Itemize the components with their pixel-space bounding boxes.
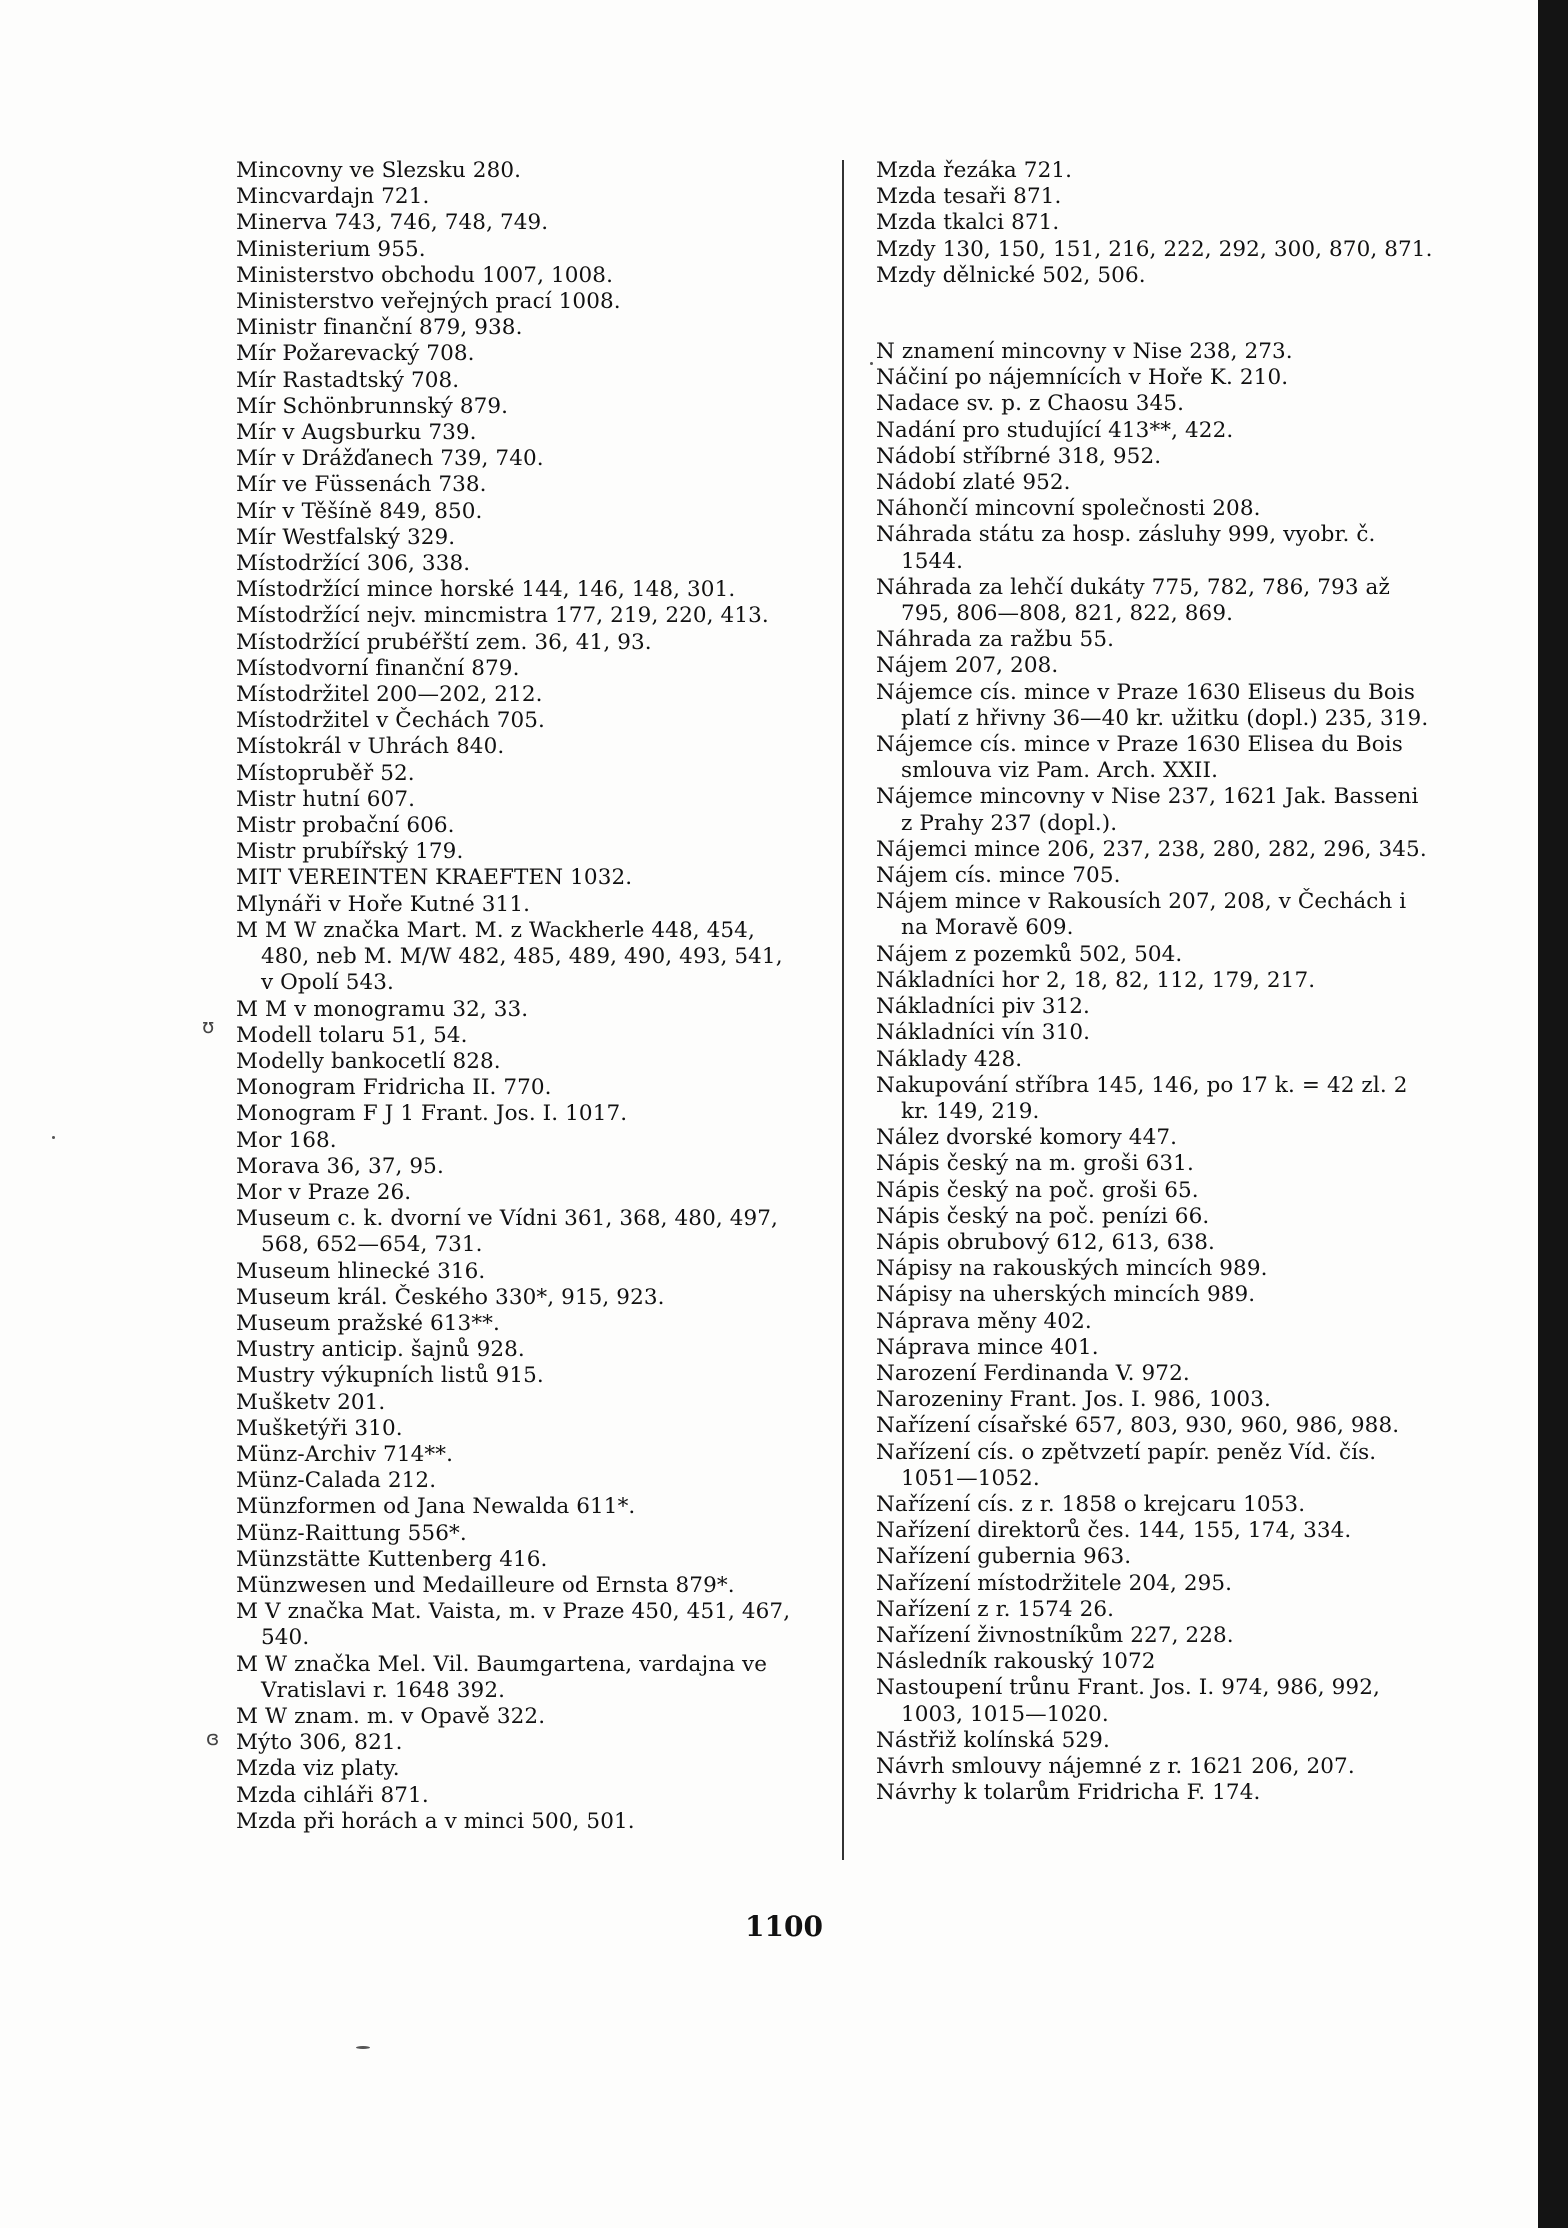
- index-entry: Mlynáři v Hoře Kutné 311.: [236, 891, 531, 917]
- index-entry: Mzdy 130, 150, 151, 216, 222, 292, 300, 870, 871.: [876, 236, 1433, 262]
- index-entry: Minerva 743, 746, 748, 749.: [236, 210, 549, 236]
- index-entry: Nález dvorské komory 447.: [876, 1125, 1178, 1151]
- index-entry: Mistr probační 606.: [236, 813, 455, 839]
- index-entry: Nařízení místodržitele 204, 295.: [876, 1570, 1233, 1596]
- index-entry: Mír v Těšíně 849, 850.: [236, 498, 483, 524]
- index-entry: Místodržitel v Čechách 705.: [236, 708, 545, 734]
- index-entry: Museum c. k. dvorní ve Vídni 361, 368, 480, 497, 568, 652—654, 731.: [236, 1206, 778, 1258]
- index-entry: Mír Westfalský 329.: [236, 524, 456, 550]
- index-entry: Místokrál v Uhrách 840.: [236, 734, 505, 760]
- scan-edge: [1538, 0, 1568, 2228]
- index-entry: Náhončí mincovní společnosti 208.: [876, 496, 1261, 522]
- index-entry: Nařízení císařské 657, 803, 930, 960, 986, 988.: [876, 1413, 1400, 1439]
- index-entry: Mzda viz platy.: [236, 1756, 400, 1782]
- index-entry: Münz-Archiv 714**.: [236, 1441, 454, 1467]
- column-divider: [842, 160, 844, 1860]
- index-entry: Mzdy dělnické 502, 506.: [876, 262, 1146, 288]
- section-gap: [876, 289, 1436, 339]
- index-entry: Místodržící prubéřští zem. 36, 41, 93.: [236, 629, 652, 655]
- index-entry: Mušketv 201.: [236, 1389, 386, 1415]
- index-entry: Nakupování stříbra 145, 146, po 17 k. = 42 zl. 2 kr. 149, 219.: [876, 1072, 1408, 1124]
- index-entry: Nájemce cís. mince v Praze 1630 Elisea du Bois smlouva viz Pam. Arch. XXII.: [876, 732, 1403, 784]
- index-entry: Mistr hutní 607.: [236, 786, 416, 812]
- index-entry: Mzda tkalci 871.: [876, 210, 1060, 236]
- index-entry: Nákladníci hor 2, 18, 82, 112, 179, 217.: [876, 967, 1316, 993]
- index-entry: M W značka Mel. Vil. Baumgartena, vardajna ve Vratislavi r. 1648 392.: [236, 1651, 768, 1703]
- index-entry: Mýto 306, 821.: [236, 1730, 403, 1756]
- index-entry: Ministerstvo veřejných prací 1008.: [236, 289, 621, 315]
- margin-mark: ʊ: [202, 1014, 215, 1038]
- index-entry: Nájem 207, 208.: [876, 653, 1059, 679]
- index-entry: Místodržící 306, 338.: [236, 551, 471, 577]
- index-entry: Nájem z pozemků 502, 504.: [876, 941, 1183, 967]
- index-entry: Mír Schönbrunnský 879.: [236, 393, 509, 419]
- index-entry: Münzwesen und Medailleure od Ernsta 879*.: [236, 1572, 735, 1598]
- index-entry: Mincvardajn 721.: [236, 184, 430, 210]
- index-entry: Ministerstvo obchodu 1007, 1008.: [236, 262, 614, 288]
- page-number: 1100: [745, 1910, 823, 1943]
- index-entry: Následník rakouský 1072: [876, 1649, 1156, 1675]
- index-entry: Münzformen od Jana Newalda 611*.: [236, 1494, 636, 1520]
- index-entry: Mistr prubířský 179.: [236, 839, 464, 865]
- index-entry: Náhrada státu za hosp. zásluhy 999, vyobr. č. 1544.: [876, 522, 1376, 574]
- index-entry: Morava 36, 37, 95.: [236, 1153, 444, 1179]
- paper-speck: [52, 1136, 55, 1139]
- index-entry: Nájemce mincovny v Nise 237, 1621 Jak. Basseni z Prahy 237 (dopl.).: [876, 784, 1419, 836]
- index-entry: Modell tolaru 51, 54.: [236, 1022, 468, 1048]
- index-entry: Návrhy k tolarům Fridricha F. 174.: [876, 1780, 1261, 1806]
- index-entry: Mír Rastadtský 708.: [236, 367, 460, 393]
- index-entry: Narození Ferdinanda V. 972.: [876, 1360, 1190, 1386]
- index-entry: M V značka Mat. Vaista, m. v Praze 450, 451, 467, 540.: [236, 1599, 791, 1651]
- index-entry: Nápis český na poč. penízi 66.: [876, 1203, 1210, 1229]
- index-entry: Münz-Calada 212.: [236, 1468, 437, 1494]
- index-entry: M W znam. m. v Opavě 322.: [236, 1703, 546, 1729]
- index-entry: Nařízení gubernia 963.: [876, 1544, 1132, 1570]
- index-entry: Monogram F J 1 Frant. Jos. I. 1017.: [236, 1101, 628, 1127]
- index-entry: Museum král. Českého 330*, 915, 923.: [236, 1284, 665, 1310]
- index-entry: Narozeniny Frant. Jos. I. 986, 1003.: [876, 1387, 1271, 1413]
- index-entry: Ministerium 955.: [236, 236, 426, 262]
- index-entry: Nákladníci vín 310.: [876, 1020, 1091, 1046]
- index-entry: Mzda tesaři 871.: [876, 184, 1062, 210]
- index-entry: Monogram Fridricha II. 770.: [236, 1075, 552, 1101]
- index-entry: Nákladníci piv 312.: [876, 994, 1090, 1020]
- index-entry: Nadání pro studující 413**, 422.: [876, 417, 1234, 443]
- index-entry: Münzstätte Kuttenberg 416.: [236, 1546, 548, 1572]
- index-entry: Mír v Drážďanech 739, 740.: [236, 446, 544, 472]
- index-group-n: [876, 339, 1436, 1806]
- index-entry: Místopruběř 52.: [236, 760, 415, 786]
- index-entry: Nápisy na uherských mincích 989.: [876, 1282, 1256, 1308]
- index-entry: Museum hlinecké 316.: [236, 1258, 486, 1284]
- index-entry: Nápis český na m. groši 631.: [876, 1151, 1194, 1177]
- index-entry: Nastoupení trůnu Frant. Jos. I. 974, 986, 992, 1003, 1015—1020.: [876, 1675, 1380, 1727]
- index-entry: MIT VEREINTEN KRAEFTEN 1032.: [236, 865, 633, 891]
- index-entry: Ministr finanční 879, 938.: [236, 315, 523, 341]
- index-entry: Nařízení cís. z r. 1858 o krejcaru 1053.: [876, 1491, 1306, 1517]
- index-entry: Nařízení živnostníkům 227, 228.: [876, 1622, 1234, 1648]
- index-entry: Místodvorní finanční 879.: [236, 655, 520, 681]
- index-entry: Mzda cihláři 871.: [236, 1782, 429, 1808]
- index-entry: Mustry výkupních listů 915.: [236, 1363, 544, 1389]
- index-entry: Místodržící mince horské 144, 146, 148, 301.: [236, 577, 736, 603]
- index-entry: Mír ve Füssenách 738.: [236, 472, 487, 498]
- index-entry: Mzda při horách a v minci 500, 501.: [236, 1808, 635, 1834]
- index-entry: Nájemce cís. mince v Praze 1630 Eliseus du Bois platí z hřivny 36—40 kr. užitku (dopl.) 235, 319.: [876, 679, 1429, 731]
- index-entry: Mušketýři 310.: [236, 1415, 403, 1441]
- index-entry: Nájemci mince 206, 237, 238, 280, 282, 296, 345.: [876, 836, 1427, 862]
- index-entry: Náčiní po nájemnících v Hoře K. 210.: [876, 365, 1289, 391]
- index-entry: Mír Požarevacký 708.: [236, 341, 475, 367]
- index-entry: Nájem cís. mince 705.: [876, 863, 1121, 889]
- index-column-left: [236, 158, 796, 1835]
- index-entry: M M W značka Mart. M. z Wackherle 448, 454, 480, neb M. M/W 482, 485, 489, 490, 493, 541, v Opolí 543.: [236, 917, 783, 996]
- index-entry: Mzda řezáka 721.: [876, 158, 1073, 183]
- paper-speck: [356, 2046, 370, 2049]
- index-entry: Návrh smlouvy nájemné z r. 1621 206, 207.: [876, 1753, 1355, 1779]
- index-entry: Nádobí zlaté 952.: [876, 470, 1071, 496]
- index-entry: Nadace sv. p. z Chaosu 345.: [876, 391, 1185, 417]
- index-entry: Náhrada za ražbu 55.: [876, 627, 1115, 653]
- index-entry: Náprava mince 401.: [876, 1334, 1099, 1360]
- index-entry: Münz-Raittung 556*.: [236, 1520, 467, 1546]
- index-entry: Mincovny ve Slezsku 280.: [236, 158, 522, 183]
- index-entry: Museum pražské 613**.: [236, 1310, 500, 1336]
- index-entry: Modelly bankocetlí 828.: [236, 1048, 501, 1074]
- index-entry: Místodržitel 200—202, 212.: [236, 682, 543, 708]
- index-entry: Nařízení cís. o zpětvzetí papír. peněz Víd. čís. 1051—1052.: [876, 1439, 1377, 1491]
- index-entry: Mír v Augsburku 739.: [236, 420, 477, 446]
- index-entry: Náklady 428.: [876, 1046, 1023, 1072]
- index-entry: Mor v Praze 26.: [236, 1179, 412, 1205]
- index-column-right: [876, 158, 1436, 1806]
- index-entry: Mustry anticip. šajnů 928.: [236, 1337, 525, 1363]
- index-entry: Nápisy na rakouských mincích 989.: [876, 1256, 1268, 1282]
- index-entry: N znamení mincovny v Nise 238, 273.: [876, 339, 1293, 365]
- index-entry: Nařízení direktorů čes. 144, 155, 174, 334.: [876, 1518, 1352, 1544]
- index-entry: Náprava měny 402.: [876, 1308, 1092, 1334]
- index-entry: Nápis obrubový 612, 613, 638.: [876, 1229, 1215, 1255]
- margin-mark: ɞ: [206, 1726, 220, 1750]
- index-entry: Nájem mince v Rakousích 207, 208, v Čechách i na Moravě 609.: [876, 889, 1407, 941]
- index-entry: Místodržící nejv. mincmistra 177, 219, 220, 413.: [236, 603, 769, 629]
- index-entry: Nádobí stříbrné 318, 952.: [876, 443, 1162, 469]
- index-entry: Mor 168.: [236, 1127, 337, 1153]
- index-entry: Náhrada za lehčí dukáty 775, 782, 786, 793 až 795, 806—808, 821, 822, 869.: [876, 574, 1390, 627]
- index-entry: Nástřiž kolínská 529.: [876, 1727, 1110, 1753]
- index-entry: Nápis český na poč. groši 65.: [876, 1177, 1199, 1203]
- paper-speck: [870, 362, 873, 365]
- index-entry: Nařízení z r. 1574 26.: [876, 1596, 1115, 1622]
- index-group-m-end: [876, 158, 1436, 289]
- index-entry: M M v monogramu 32, 33.: [236, 996, 529, 1022]
